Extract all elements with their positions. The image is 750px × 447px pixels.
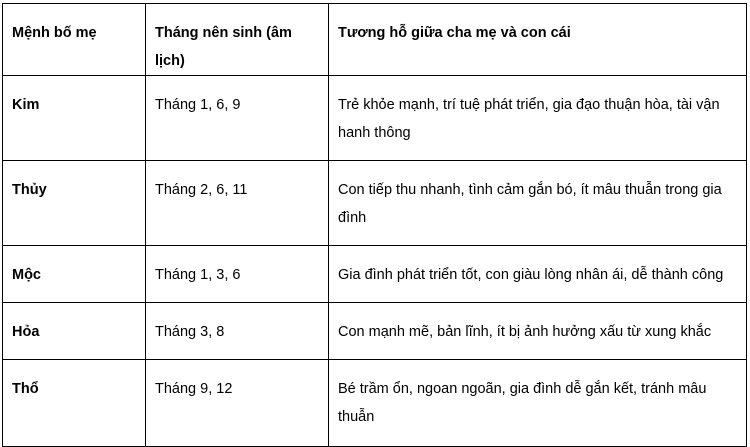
- row-harmony-thuy: Con tiếp thu nhanh, tình cảm gắn bó, ít mâu thuẫn trong gia đình: [329, 161, 747, 246]
- row-month-moc: Tháng 1, 3, 6: [146, 246, 329, 303]
- row-element-moc: Mộc: [3, 246, 146, 303]
- row-element-thuy: Thủy: [3, 161, 146, 246]
- row-month-hoa: Tháng 3, 8: [146, 303, 329, 360]
- table-header: [3, 4, 747, 76]
- row-harmony-tho: Bé trầm ổn, ngoan ngoãn, gia đình dễ gắn kết, tránh mâu thuẫn: [329, 360, 747, 447]
- row-element-tho: Thổ: [3, 360, 146, 447]
- header-row: [3, 4, 747, 76]
- row-month-kim: Tháng 1, 6, 9: [146, 76, 329, 161]
- row-harmony-kim: Trẻ khỏe mạnh, trí tuệ phát triển, gia đạo thuận hòa, tài vận hanh thông: [329, 76, 747, 161]
- header-parent-child-harmony: Tương hỗ giữa cha mẹ và con cái: [329, 4, 747, 76]
- row-harmony-hoa: Con mạnh mẽ, bản lĩnh, ít bị ảnh hưởng xấu từ xung khắc: [329, 303, 747, 360]
- table-row: [3, 76, 747, 161]
- row-month-tho: Tháng 9, 12: [146, 360, 329, 447]
- table-row: [3, 161, 747, 246]
- header-birth-month: Tháng nên sinh (âm lịch): [146, 4, 329, 76]
- table-body: [3, 76, 747, 447]
- table-row: [3, 360, 747, 447]
- row-element-kim: Kim: [3, 76, 146, 161]
- table-row: [3, 303, 747, 360]
- row-element-hoa: Hỏa: [3, 303, 146, 360]
- row-harmony-moc: Gia đình phát triển tốt, con giàu lòng nhân ái, dễ thành công: [329, 246, 747, 303]
- birth-month-table: [2, 3, 747, 447]
- table-row: [3, 246, 747, 303]
- header-parent-element: Mệnh bố mẹ: [3, 4, 146, 76]
- row-month-thuy: Tháng 2, 6, 11: [146, 161, 329, 246]
